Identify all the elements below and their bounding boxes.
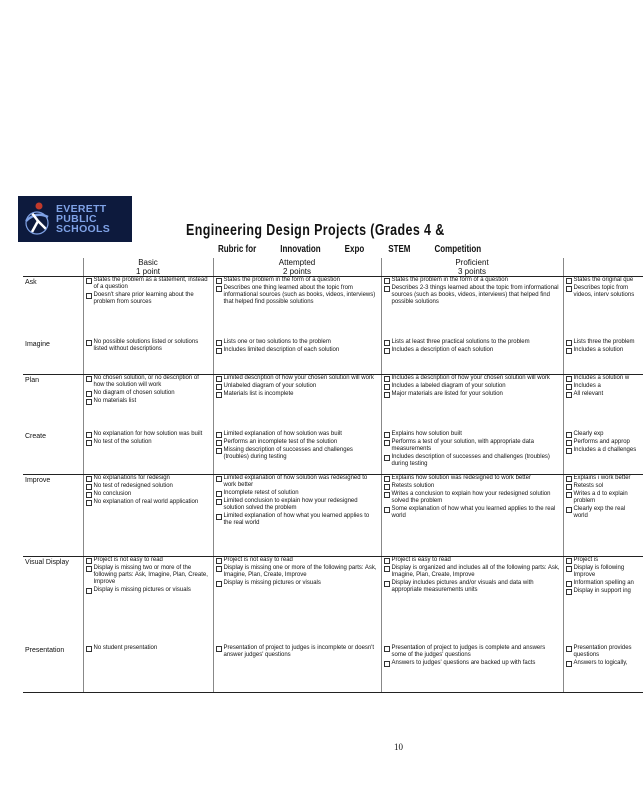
criterion-item: Describes one thing learned about the topic from informational sources (such as books, videos, interviews) that helped find possible solutions: [216, 285, 379, 306]
rubric-header-row: [23, 258, 643, 277]
criteria-list: [566, 645, 642, 667]
rubric-cell: [83, 333, 213, 375]
criterion-item: Presentation of project to judges is complete and answers some of the judges' questions: [384, 645, 561, 659]
criteria-list: [86, 475, 211, 506]
rubric-row: [23, 425, 643, 475]
criteria-list: [384, 375, 561, 398]
criterion-item: Presentation provides questions: [566, 645, 642, 659]
criterion-item: Presentation of project to judges is incomplete or doesn't answer judges' questions: [216, 645, 379, 659]
criteria-list: [566, 475, 642, 520]
criteria-list: [566, 557, 642, 595]
criteria-list: [86, 277, 211, 306]
criterion-item: Explains i work better: [566, 475, 642, 482]
criterion-item: No test of the solution: [86, 439, 211, 446]
rubric-row: [23, 645, 643, 693]
level-header: Proficient 3 points: [381, 258, 563, 277]
criteria-list: [216, 339, 379, 354]
rubric-cell: [381, 375, 563, 425]
criterion-item: No diagram of chosen solution: [86, 390, 211, 397]
rubric-cell: [563, 475, 643, 557]
criterion-item: Materials list is incomplete: [216, 391, 379, 398]
criterion-item: Includes limited description of each solution: [216, 347, 379, 354]
criteria-list: [86, 645, 211, 652]
criteria-list: [566, 375, 642, 398]
rubric-table: [23, 258, 643, 693]
criterion-item: States the problem in the form of a question: [384, 277, 561, 284]
criterion-item: Display is following Improve: [566, 565, 642, 579]
criterion-item: No conclusion: [86, 491, 211, 498]
criterion-item: Information spelling an: [566, 580, 642, 587]
rubric-cell: [83, 375, 213, 425]
criterion-item: Clearly exp: [566, 431, 642, 438]
criteria-list: [86, 431, 211, 446]
criteria-list: [384, 557, 561, 594]
criteria-list: [566, 431, 642, 454]
rubric-category: [23, 475, 83, 557]
criterion-item: Describes 2-3 things learned about the topic from informational sources (such as books, videos, interviews) that helped find possible solutions: [384, 285, 561, 306]
criterion-item: Includes a labeled diagram of your solution: [384, 383, 561, 390]
criterion-item: All relevant: [566, 391, 642, 398]
rubric-cell: [83, 425, 213, 475]
criterion-item: Lists one or two solutions to the problem: [216, 339, 379, 346]
rubric-category-label: Plan: [25, 377, 40, 384]
criterion-item: Display is missing pictures or visuals: [216, 580, 379, 587]
rubric-cell: [563, 557, 643, 645]
criterion-item: Lists three the problem: [566, 339, 642, 346]
criterion-item: No explanation for how solution was built: [86, 431, 211, 438]
rubric-category-label: Presentation: [25, 646, 65, 654]
rubric-row: [23, 277, 643, 333]
criterion-item: Includes a description of each solution: [384, 347, 561, 354]
criteria-list: [384, 645, 561, 667]
criterion-item: Includes description of successes and challenges (troubles) during testing: [384, 454, 561, 468]
criteria-list: [216, 431, 379, 461]
criterion-item: Missing description of successes and challenges (troubles) during testing: [216, 447, 379, 461]
level-header: [563, 258, 643, 277]
level-header: Basic 1 point: [83, 258, 213, 277]
rubric-cell: [563, 277, 643, 333]
criterion-item: Lists at least three practical solutions to the problem: [384, 339, 561, 346]
criterion-item: Performs and approp: [566, 439, 642, 446]
criterion-item: Project is not easy to read: [86, 557, 211, 564]
rubric-cell: [213, 333, 381, 375]
criterion-item: Writes a conclusion to explain how your redesigned solution solved the problem: [384, 491, 561, 505]
criterion-item: Display is missing pictures or visuals: [86, 587, 211, 594]
rubric-cell: [563, 333, 643, 375]
criterion-item: Project is not easy to read: [216, 557, 379, 564]
criterion-item: Display in support ing: [566, 588, 642, 595]
rubric-cell: [381, 475, 563, 557]
rubric-category: [23, 425, 83, 475]
criterion-item: No explanations for redesign: [86, 475, 211, 482]
rubric-cell: [213, 425, 381, 475]
criterion-item: No materials list: [86, 398, 211, 405]
criterion-item: Incomplete retest of solution: [216, 490, 379, 497]
criterion-item: Writes a d to explain problem: [566, 491, 642, 505]
rubric-category-label: Create: [25, 432, 47, 440]
criterion-item: Includes a: [566, 383, 642, 390]
rubric-body: [23, 277, 643, 693]
criterion-item: Unlabeled diagram of your solution: [216, 383, 379, 390]
criteria-list: [216, 645, 379, 659]
criterion-item: Limited conclusion to explain how your redesigned solution solved the problem: [216, 498, 379, 512]
criterion-item: No explanation of real world application: [86, 499, 211, 506]
rubric-cell: [381, 557, 563, 645]
rubric-row: [23, 557, 643, 645]
rubric-cell: [381, 277, 563, 333]
rubric-cell: [213, 475, 381, 557]
rubric-category: [23, 557, 83, 645]
criterion-item: Retests solution: [384, 483, 561, 490]
criteria-list: [86, 557, 211, 594]
rubric-category: [23, 333, 83, 375]
criterion-item: Limited explanation of how what you learned applies to the real world: [216, 513, 379, 527]
criterion-item: Project is easy to read: [384, 557, 561, 564]
rubric-cell: [381, 645, 563, 693]
rubric-category: [23, 375, 83, 425]
criterion-item: Answers to logically,: [566, 660, 642, 667]
rubric-cell: [83, 277, 213, 333]
criterion-item: Performs a test of your solution, with appropriate data measurements: [384, 439, 561, 453]
criterion-item: Display is missing two or more of the following parts: Ask, Imagine, Plan, Create, Improve: [86, 565, 211, 586]
criteria-list: [384, 431, 561, 468]
criteria-list: [86, 375, 211, 405]
rubric-cell: [563, 375, 643, 425]
criteria-list: [86, 339, 211, 353]
criteria-list: [384, 277, 561, 306]
criteria-list: [216, 375, 379, 398]
criterion-item: Includes a description of how your chosen solution will work: [384, 375, 561, 382]
page-title: Engineering Design Projects (Grades 4 &: [186, 222, 445, 239]
criterion-item: Display is missing one or more of the following parts: Ask, Imagine, Plan, Create, Improve: [216, 565, 379, 579]
everett-public-schools-logo: [18, 196, 132, 242]
criteria-list: [384, 339, 561, 354]
criterion-item: Some explanation of how what you learned applies to the real world: [384, 506, 561, 520]
rubric-cell: [213, 557, 381, 645]
rubric-cell: [213, 277, 381, 333]
criterion-item: States the original que: [566, 277, 642, 284]
criteria-list: [216, 277, 379, 306]
rubric-cell: [563, 425, 643, 475]
rubric-category-label: Imagine: [25, 340, 50, 348]
criterion-item: Performs an incomplete test of the solution: [216, 439, 379, 446]
rubric-category-label: Ask: [25, 279, 37, 286]
rubric-category-label: Improve: [25, 477, 51, 484]
criteria-list: [566, 339, 642, 354]
criterion-item: Doesn't share prior learning about the problem from sources: [86, 292, 211, 306]
criterion-item: No chosen solution, or no description of how the solution will work: [86, 375, 211, 389]
rubric-cell: [83, 557, 213, 645]
criterion-item: Display includes pictures and/or visuals and data with appropriate measurements units: [384, 580, 561, 594]
criteria-list: [216, 475, 379, 527]
criterion-item: No possible solutions listed or solutions listed without descriptions: [86, 339, 211, 353]
criterion-item: States the problem in the form of a question: [216, 277, 379, 284]
logo-wordmark: EVERETT PUBLIC SCHOOLS: [56, 203, 111, 235]
rubric-cell: [213, 375, 381, 425]
criterion-item: Retests sol: [566, 483, 642, 490]
criteria-list: [384, 475, 561, 520]
rubric-cell: [381, 425, 563, 475]
rubric-cell: [563, 645, 643, 693]
criteria-list: [216, 557, 379, 587]
criterion-item: Clearly exp the real world: [566, 506, 642, 520]
criteria-list: [566, 277, 642, 299]
criterion-item: No test of redesigned solution: [86, 483, 211, 490]
criterion-item: Includes a solution w: [566, 375, 642, 382]
runner-swoosh-icon: [22, 199, 52, 239]
criterion-item: Major materials are listed for your solution: [384, 391, 561, 398]
criterion-item: Limited description of how your chosen solution will work: [216, 375, 379, 382]
criterion-item: Limited explanation of how solution was built: [216, 431, 379, 438]
rubric-category: [23, 277, 83, 333]
criterion-item: Display is organized and includes all of the following parts: Ask, Imagine, Plan, Create, Improve: [384, 565, 561, 579]
rubric-cell: [83, 475, 213, 557]
rubric-category-label: Visual Display: [25, 559, 69, 566]
criterion-item: No student presentation: [86, 645, 211, 652]
criterion-item: States the problem as a statement, instead of a question: [86, 277, 211, 291]
criterion-item: Answers to judges' questions are backed up with facts: [384, 660, 561, 667]
criterion-item: Limited explanation of how solution was redesigned to work better: [216, 475, 379, 489]
criterion-item: Includes a d challenges: [566, 447, 642, 454]
criterion-item: Project is: [566, 557, 642, 564]
rubric-row: [23, 475, 643, 557]
criterion-item: Explains how solution built: [384, 431, 561, 438]
rubric-cell: [213, 645, 381, 693]
rubric-category: [23, 645, 83, 693]
criterion-item: Explains how solution was redesigned to work better: [384, 475, 561, 482]
rubric-row: [23, 333, 643, 375]
rubric-cell: [381, 333, 563, 375]
rubric-subtitle: Rubric for Innovation Expo STEM Competition: [218, 244, 482, 255]
level-header: Attempted 2 points: [213, 258, 381, 277]
criterion-item: Describes topic from videos, interv solutions: [566, 285, 642, 299]
criterion-item: Includes a solution: [566, 347, 642, 354]
category-header: [23, 258, 83, 277]
rubric-cell: [83, 645, 213, 693]
rubric-row: [23, 375, 643, 425]
page-number: 10: [394, 742, 403, 752]
